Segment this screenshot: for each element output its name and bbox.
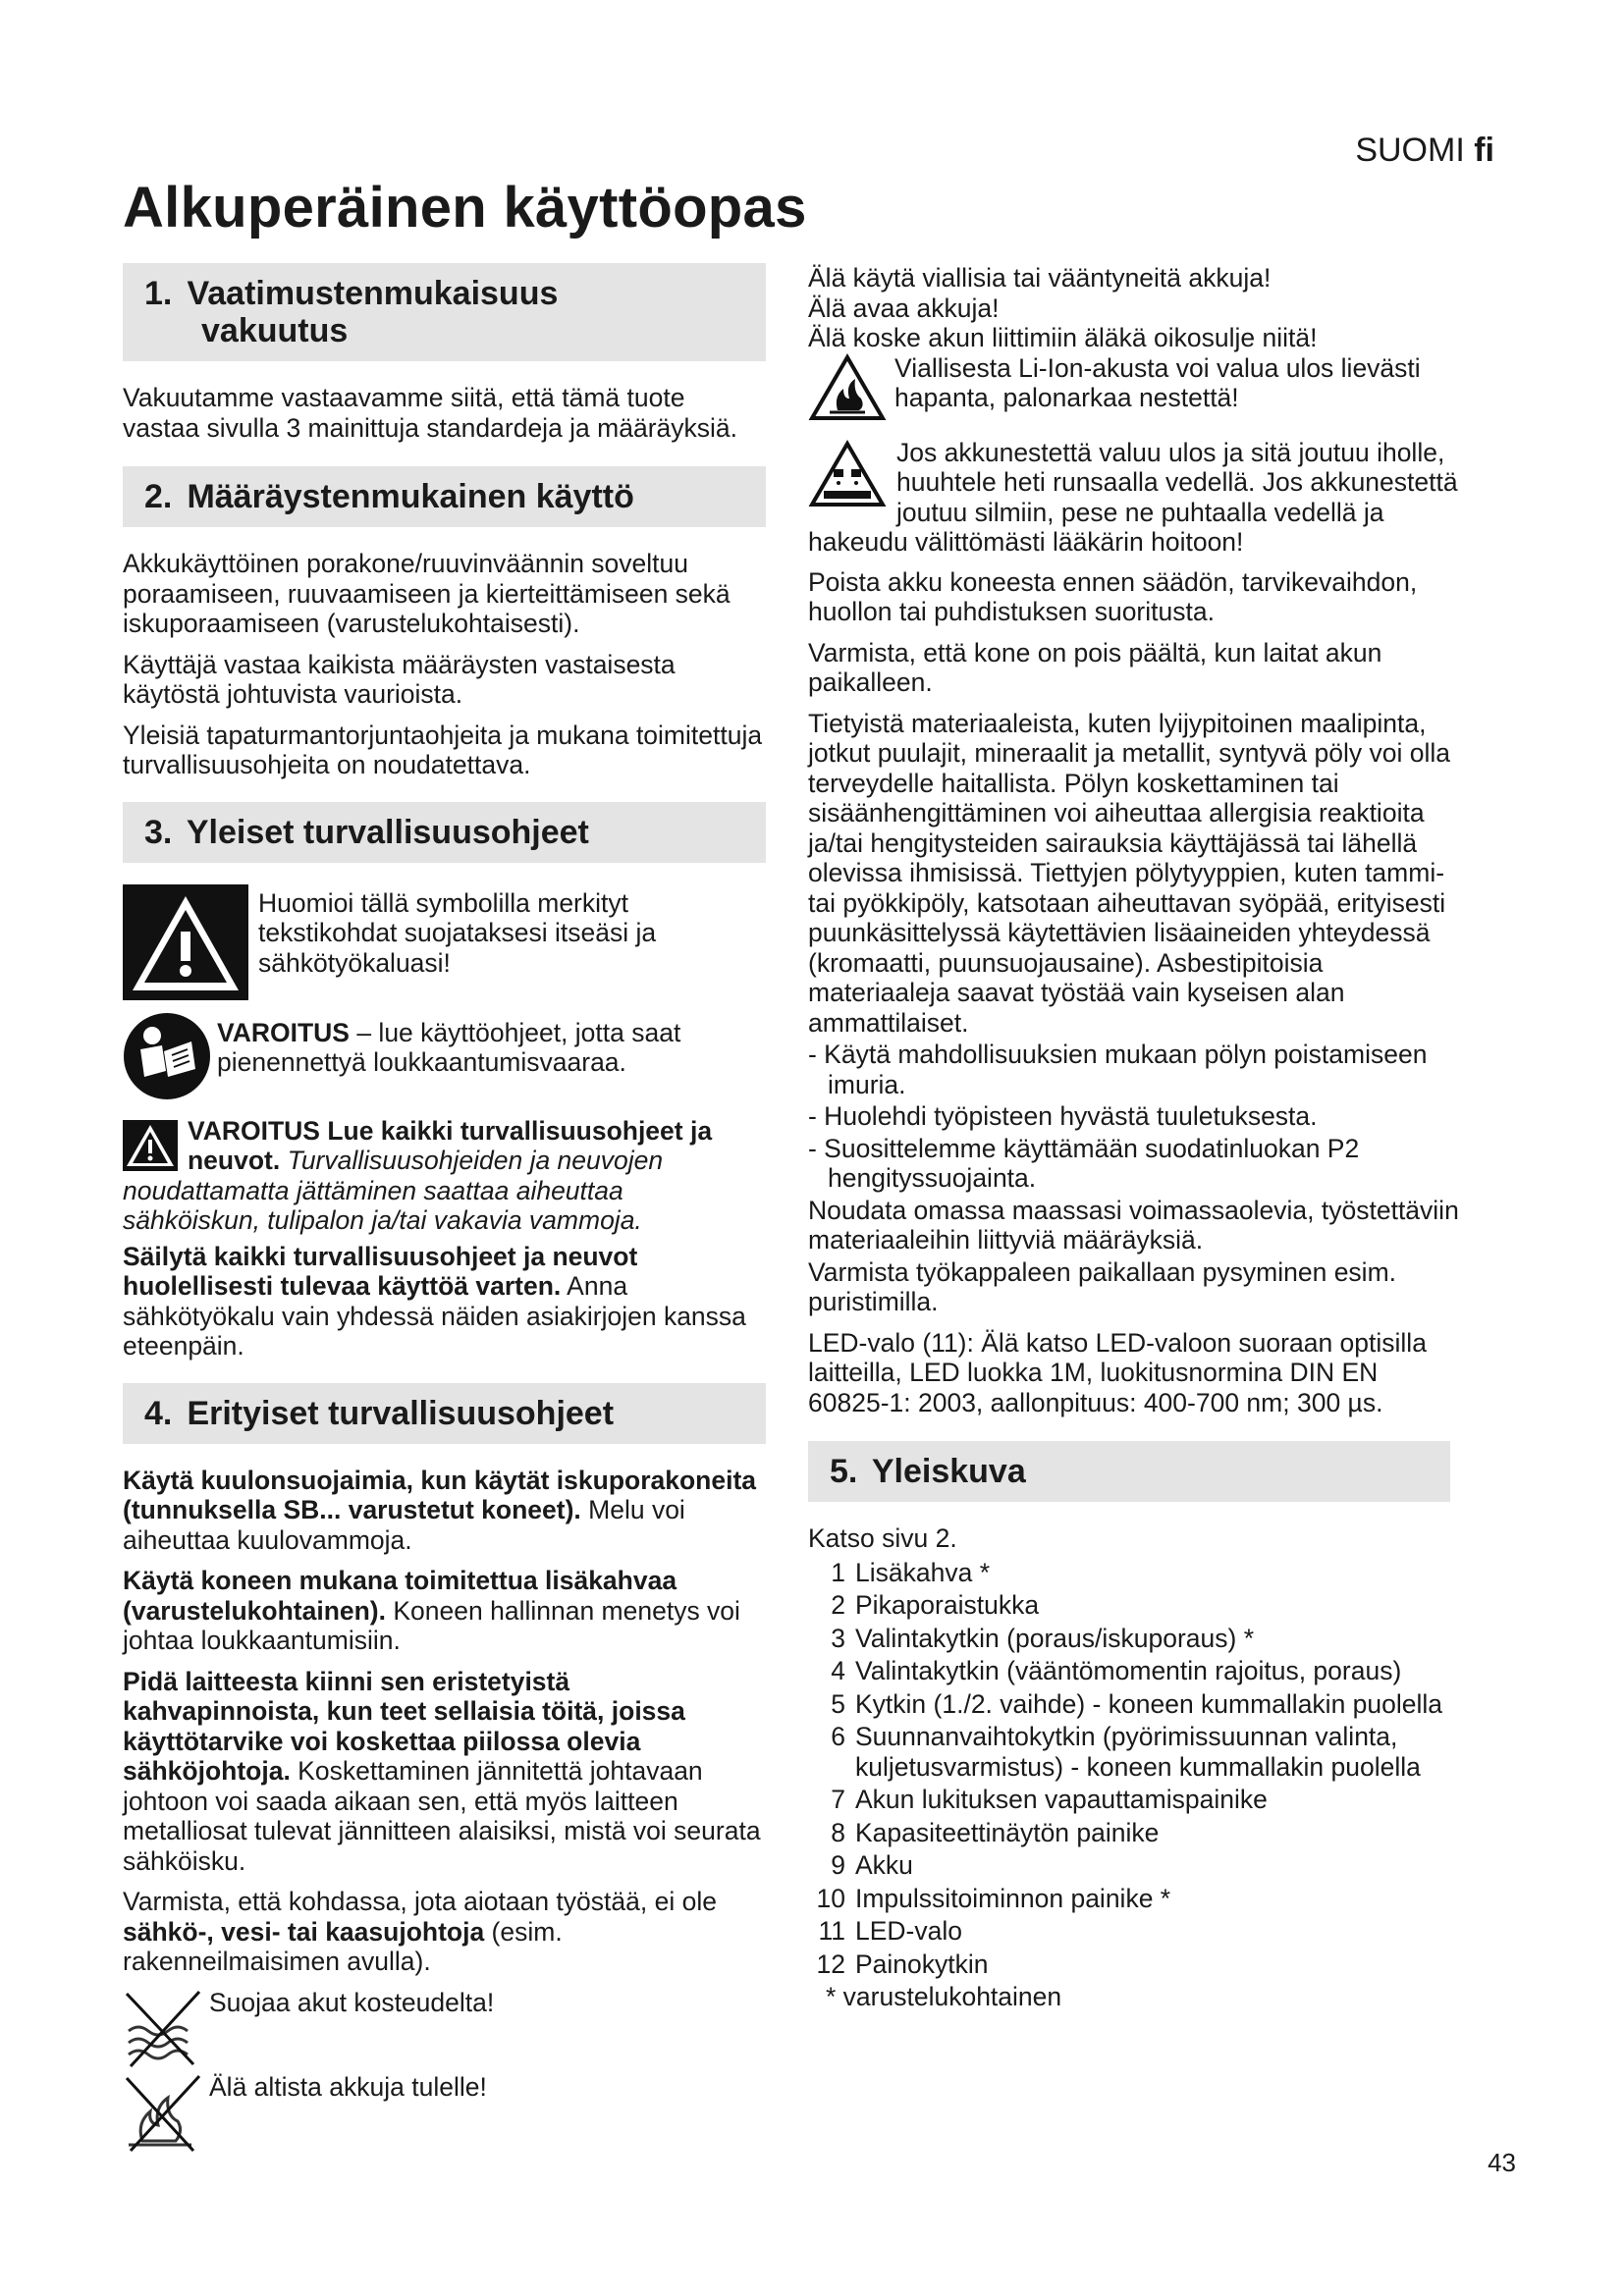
overview-item-number: 2 <box>831 1590 845 1620</box>
general-warning-bold: VAROITUS Lue kaikki turvallisuusohjeet ja neuvot. <box>188 1115 713 1175</box>
section-3-heading <box>123 802 766 863</box>
switch-off-text: Varmista, että kone on pois päältä, kun laitat akun paikalleen. <box>808 637 1382 697</box>
section-2-heading <box>123 466 766 527</box>
flammable-warning-text: Viallisesta Li-Ion-akusta voi valua ulos lievästi hapanta, palonarkaa nestettä! <box>894 352 1421 412</box>
section-1-heading <box>123 263 766 361</box>
left-column <box>123 263 766 2166</box>
overview-item-label: Lisäkahva * <box>855 1557 991 1587</box>
overview-item-number: 1 <box>831 1557 845 1587</box>
keep-instructions-text: Anna sähkötyökalu vain yhdessä näiden asiakirjojen kanssa eteenpäin. <box>123 1271 746 1361</box>
overview-item-label: Impulssitoiminnon painike * <box>855 1883 1171 1913</box>
general-warning <box>123 1116 766 1236</box>
read-manual-warning-text <box>217 1018 766 1078</box>
overview-item-label: Kapasiteettinäytön painike <box>855 1817 1160 1847</box>
overview-item-label: Akun lukituksen vapauttamispainike <box>855 1785 1268 1814</box>
read-manual-warning <box>123 1012 766 1100</box>
dust-advice-item: - Suosittelemme käyttämään suodatinluokan P2 hengityssuojainta. <box>808 1133 1360 1193</box>
section-4-p2-text: Koneen hallinnan menetys voi johtaa loukkaantumisiin. <box>123 1595 740 1655</box>
flammable-icon <box>808 353 887 422</box>
battery-warning-line: Älä avaa akkuja! <box>808 293 1000 323</box>
section-2-paragraph: Yleisiä tapaturmantorjuntaohjeita ja mukana toimitettuja turvallisuusohjeita on noudatettava. <box>123 720 763 779</box>
general-warning-italic: Turvallisuusohjeiden ja neuvojen noudattamatta jättäminen saattaa aiheuttaa sähköiskun, tulipalon ja/tai vakavia vammoja. <box>123 1146 664 1235</box>
section-4-p3-bold: Pidä laitteesta kiinni sen eristetyistä kahvapinnoista, kun teet sellaisia töitä, joissa käyttötarvike voi koskettaa piilossa olevia sähköjohtoja. <box>123 1666 685 1786</box>
section-4-heading <box>123 1383 766 1444</box>
right-column <box>808 263 1461 2012</box>
overview-list-item <box>808 1689 1461 1720</box>
section-4-p3-text: Koskettaminen jännitettä johtavaan johtoon voi saada aikaan sen, että myös laitteen metalliosat tulevat jännitteen alaisiksi, mistä voi seurata sähköisku. <box>123 1756 761 1876</box>
keep-instructions-bold: Säilytä kaikki turvallisuusohjeet ja neuvot huolellisesti tulevaa käyttöä varten. <box>123 1241 638 1301</box>
overview-item-label: Valintakytkin (vääntömomentin rajoitus, poraus) <box>855 1656 1402 1685</box>
section-1-number: 1. <box>144 275 173 312</box>
fire-warning <box>123 2072 766 2155</box>
symbol-note-text: Huomioi tällä symbolilla merkityt tekstikohdat suojataksesi itseäsi ja sähkötyökaluasi! <box>258 887 657 978</box>
battery-warning-line: Älä koske akun liittimiin äläkä oikosulje niitä! <box>808 323 1318 352</box>
overview-list-item <box>808 1558 1461 1588</box>
moisture-warning-text: Suojaa akut kosteudelta! <box>209 1987 495 2017</box>
overview-list-item <box>808 1624 1461 1654</box>
section-1-text: Vakuutamme vastaavamme siitä, että tämä tuote vastaa sivulla 3 mainittuja standardeja ja määräyksiä. <box>123 383 738 443</box>
symbol-note <box>123 884 766 1000</box>
section-4-p4-post: (esim. rakenneilmaisimen avulla). <box>123 1916 563 1976</box>
overview-list-item <box>808 1818 1461 1848</box>
dust-advice-item: - Käytä mahdollisuuksien mukaan pölyn poistamiseen imuria. <box>808 1040 1428 1099</box>
no-moisture-icon <box>123 1988 205 2070</box>
corrosive-icon <box>808 440 887 508</box>
overview-item-number: 9 <box>831 1850 845 1880</box>
overview-intro: Katso sivu 2. <box>808 1523 957 1553</box>
section-3-title: Yleiset turvallisuusohjeet <box>186 813 589 851</box>
section-4-p1-text: Melu voi aiheuttaa kuulovammoja. <box>123 1495 685 1555</box>
overview-item-number: 5 <box>831 1688 845 1719</box>
overview-item-label: Painokytkin <box>855 1949 989 1979</box>
overview-item-label: Suunnanvaihtokytkin (pyörimissuunnan valinta, kuljetusvarmistus) - koneen kummallakin puolella <box>855 1722 1421 1782</box>
clamp-text: Varmista työkappaleen paikallaan pysyminen esim. puristimilla. <box>808 1256 1397 1316</box>
read-manual-warning-body: – lue käyttöohjeet, jotta saat pienennettyä loukkaantumisvaaraa. <box>217 1017 681 1077</box>
overview-list-item <box>808 1722 1461 1782</box>
overview-item-number: 12 <box>816 1949 845 1979</box>
section-2-paragraph: Akkukäyttöinen porakone/ruuvinväännin soveltuu poraamiseen, ruuvaamiseen ja kierteittämiseen sekä iskuporaamiseen (varustelukohtaisesti). <box>123 549 731 638</box>
overview-item-number: 11 <box>818 1916 845 1946</box>
section-4-p4-bold: sähkö-, vesi- tai kaasujohtoja <box>123 1916 485 1947</box>
fire-warning-text: Älä altista akkuja tulelle! <box>209 2071 487 2102</box>
section-5-number: 5. <box>830 1453 858 1490</box>
warning-triangle-icon <box>123 884 248 1000</box>
section-2-paragraph: Käyttäjä vastaa kaikista määräysten vastaisesta käytöstä johtuvista vaurioista. <box>123 649 676 709</box>
moisture-warning <box>123 1988 766 2070</box>
overview-item-label: Pikaporaistukka <box>855 1590 1040 1620</box>
overview-item-label: Valintakytkin (poraus/iskuporaus) * <box>855 1623 1255 1653</box>
remove-battery-text: Poista akku koneesta ennen säädön, tarvikevaihdon, huollon tai puhdistuksen suoritusta. <box>808 566 1418 626</box>
corrosive-warning <box>808 438 1461 558</box>
section-1-title-line2: vakuutus <box>201 312 349 349</box>
overview-list-item <box>808 1785 1461 1815</box>
dust-advice-item: - Huolehdi työpisteen hyvästä tuuletuksesta. <box>808 1101 1318 1131</box>
section-4-number: 4. <box>144 1394 173 1432</box>
page-title: Alkuperäinen käyttöopas <box>123 176 807 240</box>
corrosive-warning-text: Jos akkunestettä valuu ulos ja sitä joutuu iholle, huuhtele heti runsaalla vedellä. Jos akkunestettä joutuu silmiin, pese ne puhtaalla vedellä ja hakeudu välittömästi lääkärin hoitoon! <box>808 437 1458 557</box>
section-2-number: 2. <box>144 478 173 515</box>
section-4-p4-pre: Varmista, että kohdassa, jota aiotaan työstää, ei ole <box>123 1887 717 1916</box>
flammable-warning <box>808 353 1461 422</box>
regulations-text: Noudata omassa maassasi voimassaolevia, työstettäviin materiaaleihin liittyviä määräyksiä. <box>808 1195 1459 1255</box>
overview-item-number: 6 <box>831 1722 845 1751</box>
section-5-heading <box>808 1441 1450 1502</box>
page-number: 43 <box>1488 2148 1516 2177</box>
overview-list-item <box>808 1916 1461 1947</box>
language-name: SUOMI <box>1355 132 1465 169</box>
overview-item-label: Kytkin (1./2. vaihde) - koneen kummallakin puolella <box>855 1688 1443 1719</box>
overview-item-label: LED-valo <box>855 1916 962 1946</box>
language-label <box>1355 132 1494 170</box>
overview-list <box>808 1558 1461 1980</box>
overview-item-number: 7 <box>831 1785 845 1814</box>
overview-list-item <box>808 1590 1461 1621</box>
overview-footnote: * varustelukohtainen <box>826 1982 1062 2011</box>
overview-list-item <box>808 1850 1461 1881</box>
read-manual-icon <box>123 1012 211 1100</box>
no-fire-icon <box>123 2072 205 2155</box>
small-warning-icon <box>123 1120 178 1171</box>
section-3-number: 3. <box>144 813 173 851</box>
section-4-title: Erityiset turvallisuusohjeet <box>187 1394 615 1432</box>
dust-warning-text: Tietyistä materiaaleista, kuten lyijypitoinen maalipinta, jotkut puulajit, mineraalit ja metallit, syntyvä pöly voi olla terveydelle haitallista. Pölyn koskettaminen tai sisäänhengittäminen voi aiheuttaa allergisia reaktioita ja/tai hengitysteiden sairauksia käyttäjässä tai lähellä olevissa ihmisissä. Tiettyjen pölytyyppien, kuten tammi- tai pyökkipöly, katsotaan aiheuttavan syöpää, erityisesti puunkäsittelyssä käytettävien lisäaineiden yhteydessä (kromaatti, puunsuojausaine). Asbestipitoisia materiaaleja saavat työstää vain kyseisen alan ammattilaiset. <box>808 708 1450 1038</box>
overview-item-label: Akku <box>855 1850 913 1880</box>
section-4-p1-bold: Käytä kuulonsuojaimia, kun käytät iskuporakoneita (tunnuksella SB... varustetut koneet). <box>123 1465 757 1524</box>
overview-item-number: 3 <box>831 1623 845 1653</box>
overview-item-number: 8 <box>831 1817 845 1847</box>
language-code: fi <box>1474 132 1494 169</box>
overview-list-item <box>808 1949 1461 1980</box>
battery-warning-line: Älä käytä viallisia tai vääntyneitä akkuja! <box>808 263 1272 293</box>
warning-label: VAROITUS <box>217 1017 350 1047</box>
overview-item-number: 10 <box>816 1883 845 1913</box>
overview-item-number: 4 <box>831 1656 845 1685</box>
section-5-title: Yleiskuva <box>871 1453 1026 1490</box>
section-4-p2-bold: Käytä koneen mukana toimitettua lisäkahvaa (varustelukohtainen). <box>123 1566 677 1626</box>
overview-list-item <box>808 1884 1461 1914</box>
section-1-title-line1: Vaatimustenmukaisuus <box>187 275 559 312</box>
overview-list-item <box>808 1656 1461 1686</box>
section-2-title: Määräystenmukainen käyttö <box>187 478 634 515</box>
led-warning-text: LED-valo (11): Älä katso LED-valoon suoraan optisilla laitteilla, LED luokka 1M, luokitusnormina DIN EN 60825-1: 2003, aallonpituus: 400-700 nm; 300 µs. <box>808 1327 1427 1417</box>
